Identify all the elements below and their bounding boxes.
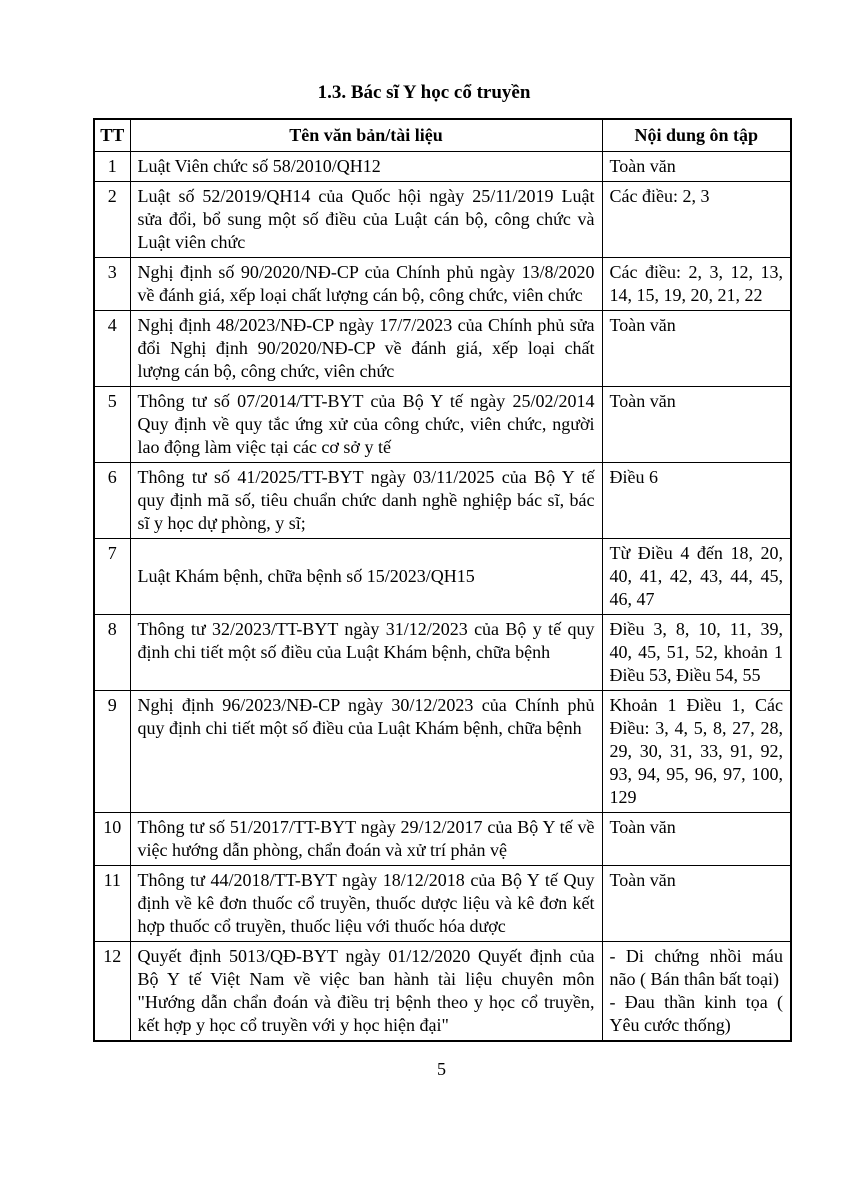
row-number: 1	[94, 152, 130, 182]
table-row	[94, 866, 791, 942]
row-number: 4	[94, 311, 130, 387]
review-content-item: - Di chứng nhồi máu não ( Bán thân bất toại)	[609, 946, 783, 989]
review-content: Toàn văn	[602, 813, 791, 866]
review-materials-table	[93, 118, 792, 1042]
review-content: Toàn văn	[602, 311, 791, 387]
row-number: 2	[94, 182, 130, 258]
row-number: 3	[94, 258, 130, 311]
review-content: Các điều: 2, 3	[602, 182, 791, 258]
row-number: 10	[94, 813, 130, 866]
row-number: 5	[94, 387, 130, 463]
row-number: 12	[94, 942, 130, 1042]
page-title: 1.3. Bác sĩ Y học cổ truyền	[317, 82, 531, 103]
document-title: Thông tư số 07/2014/TT-BYT của Bộ Y tế ngày 25/02/2014 Quy định về quy tắc ứng xử của công chức, viên chức, người lao động làm việc tại các cơ sở y tế	[130, 387, 602, 463]
document-title: Thông tư số 51/2017/TT-BYT ngày 29/12/2017 của Bộ Y tế về việc hướng dẫn phòng, chẩn đoán và xử trí phản vệ	[130, 813, 602, 866]
row-number: 9	[94, 691, 130, 813]
review-content: Từ Điều 4 đến 18, 20, 40, 41, 42, 43, 44, 45, 46, 47	[602, 539, 791, 615]
table-row	[94, 311, 791, 387]
review-content: Điều 3, 8, 10, 11, 39, 40, 45, 51, 52, khoản 1 Điều 53, Điều 54, 55	[602, 615, 791, 691]
review-content-item: - Đau thần kinh tọa ( Yêu cước thống)	[609, 992, 783, 1035]
table-row	[94, 615, 791, 691]
table-row	[94, 813, 791, 866]
table-row	[94, 691, 791, 813]
review-content: Khoản 1 Điều 1, Các Điều: 3, 4, 5, 8, 27, 28, 29, 30, 31, 33, 91, 92, 93, 94, 95, 96, 97, 100, 129	[602, 691, 791, 813]
row-number: 7	[94, 539, 130, 615]
document-title: Quyết định 5013/QĐ-BYT ngày 01/12/2020 Quyết định của Bộ Y tế Việt Nam về việc ban hành tài liệu chuyên môn "Hướng dẫn chẩn đoán và điều trị bệnh theo y học cổ truyền, kết hợp y học cổ truyền với y học hiện đại"	[130, 942, 602, 1042]
document-title: Nghị định số 90/2020/NĐ-CP của Chính phủ ngày 13/8/2020 về đánh giá, xếp loại chất lượng cán bộ, công chức, viên chức	[130, 258, 602, 311]
col-header-content: Nội dung ôn tập	[602, 119, 791, 152]
review-content: Toàn văn	[602, 152, 791, 182]
table-row	[94, 258, 791, 311]
review-content: Các điều: 2, 3, 12, 13, 14, 15, 19, 20, 21, 22	[602, 258, 791, 311]
table-row	[94, 387, 791, 463]
document-title: Thông tư 32/2023/TT-BYT ngày 31/12/2023 của Bộ y tế quy định chi tiết một số điều của Luật Khám bệnh, chữa bệnh	[130, 615, 602, 691]
document-title: Thông tư số 41/2025/TT-BYT ngày 03/11/2025 của Bộ Y tế quy định mã số, tiêu chuẩn chức danh nghề nghiệp bác sĩ, bác sĩ y học dự phòng, y sĩ;	[130, 463, 602, 539]
row-number: 6	[94, 463, 130, 539]
document-title: Thông tư 44/2018/TT-BYT ngày 18/12/2018 của Bộ Y tế Quy định về kê đơn thuốc cổ truyền, thuốc dược liệu và kê đơn kết hợp thuốc cổ truyền, thuốc liệu với thuốc hóa dược	[130, 866, 602, 942]
table-row	[94, 152, 791, 182]
document-title: Nghị định 96/2023/NĐ-CP ngày 30/12/2023 của Chính phủ quy định chi tiết một số điều của Luật Khám bệnh, chữa bệnh	[130, 691, 602, 813]
document-title: Luật Khám bệnh, chữa bệnh số 15/2023/QH15	[130, 539, 602, 615]
document-title: Luật số 52/2019/QH14 của Quốc hội ngày 25/11/2019 Luật sửa đổi, bổ sung một số điều của Luật cán bộ, công chức và Luật viên chức	[130, 182, 602, 258]
table-row	[94, 182, 791, 258]
document-title: Luật Viên chức số 58/2010/QH12	[130, 152, 602, 182]
table-row	[94, 463, 791, 539]
review-content: Toàn văn	[602, 387, 791, 463]
col-header-tt: TT	[94, 119, 130, 152]
review-content: Điều 6	[602, 463, 791, 539]
table-row	[94, 942, 791, 1042]
col-header-document: Tên văn bản/tài liệu	[130, 119, 602, 152]
row-number: 11	[94, 866, 130, 942]
review-content	[602, 942, 791, 1042]
table-row	[94, 539, 791, 615]
review-content: Toàn văn	[602, 866, 791, 942]
document-title: Nghị định 48/2023/NĐ-CP ngày 17/7/2023 của Chính phủ sửa đổi Nghị định 90/2020/NĐ-CP về đánh giá, xếp loại chất lượng cán bộ, công chức, viên chức	[130, 311, 602, 387]
page-number: 5	[437, 1059, 446, 1079]
row-number: 8	[94, 615, 130, 691]
table-header-row	[94, 119, 791, 152]
